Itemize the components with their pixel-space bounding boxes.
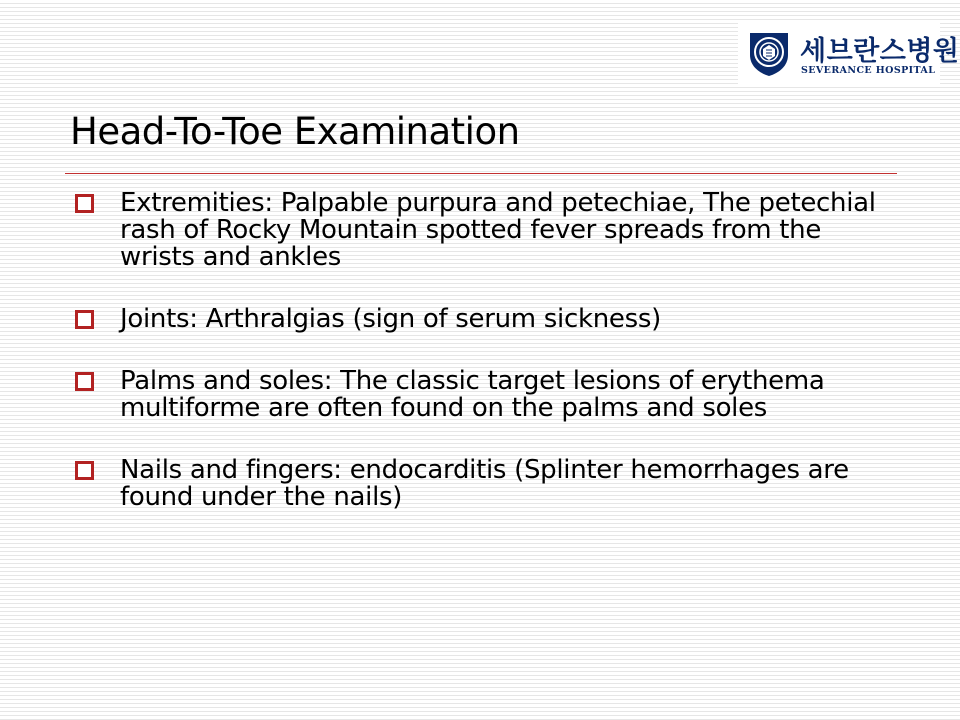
bullet-text: Joints: Arthralgias (sign of serum sickness) [120, 304, 661, 334]
bullet-text: Extremities: Palpable purpura and petechiae, The petechial rash of Rocky Mountain spotted fever spreads from the wrists and ankles [120, 188, 876, 272]
square-bullet-icon [75, 461, 94, 480]
bullet-list [72, 190, 902, 546]
university-seal-icon [747, 29, 791, 77]
hospital-logo [738, 20, 960, 84]
bullet-text: Nails and fingers: endocarditis (Splinter hemorrhages are found under the nails) [120, 455, 849, 512]
bullet-text: Palms and soles: The classic target lesions of erythema multiforme are often found on the palms and soles [120, 366, 825, 423]
square-bullet-icon [75, 310, 94, 329]
title-divider [65, 173, 897, 174]
bullet-item-nails-fingers [72, 457, 902, 511]
bullet-item-joints [72, 306, 902, 333]
bullet-item-palms-soles [72, 368, 902, 422]
square-bullet-icon [75, 194, 94, 213]
bullet-item-extremities [72, 190, 902, 271]
hospital-name-english: SEVERANCE HOSPITAL [801, 65, 936, 76]
slide-title: Head-To-Toe Examination [70, 110, 520, 153]
hospital-name-korean: 세브란스병원 [800, 36, 960, 67]
square-bullet-icon [75, 372, 94, 391]
